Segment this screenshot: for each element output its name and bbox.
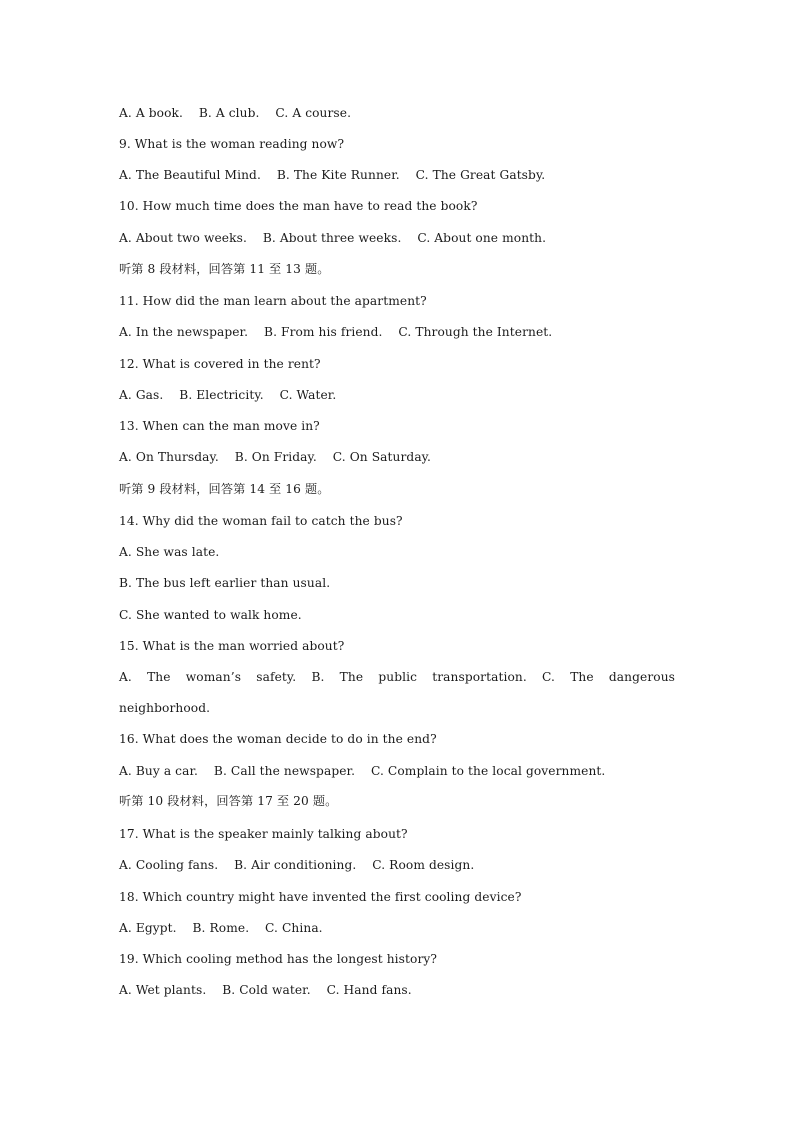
- q9-question: 9. What is the woman reading now?: [119, 137, 345, 151]
- q19-question: 19. Which cooling method has the longest history?: [119, 952, 438, 966]
- q13-question: 13. When can the man move in?: [119, 419, 320, 433]
- q8-options: A. A book. B. A club. C. A course.: [119, 106, 352, 120]
- q16-options: A. Buy a car. B. Call the newspaper. C. Complain to the local government.: [119, 764, 606, 778]
- section-heading-8: 听第 8 段材料，回答第 11 至 13 题。: [119, 262, 330, 276]
- q18-question: 18. Which country might have invented the first cooling device?: [119, 890, 522, 904]
- q10-question: 10. How much time does the man have to read the book?: [119, 199, 478, 213]
- section-heading-10: 听第 10 段材料，回答第 17 至 20 题。: [119, 794, 338, 808]
- q13-options: A. On Thursday. B. On Friday. C. On Saturday.: [119, 450, 432, 464]
- q15-question: 15. What is the man worried about?: [119, 639, 345, 653]
- q11-options: A. In the newspaper. B. From his friend. C. Through the Internet.: [119, 325, 553, 339]
- q19-options: A. Wet plants. B. Cold water. C. Hand fans.: [119, 983, 412, 997]
- q9-options: A. The Beautiful Mind. B. The Kite Runner. C. The Great Gatsby.: [119, 168, 546, 182]
- q18-options: A. Egypt. B. Rome. C. China.: [119, 921, 323, 935]
- q14-option-a: A. She was late.: [119, 545, 220, 559]
- q11-question: 11. How did the man learn about the apartment?: [119, 294, 427, 308]
- q15-options-continued: neighborhood.: [119, 701, 211, 715]
- section-heading-9: 听第 9 段材料，回答第 14 至 16 题。: [119, 482, 330, 496]
- q12-question: 12. What is covered in the rent?: [119, 357, 321, 371]
- q10-options: A. About two weeks. B. About three weeks. C. About one month.: [119, 231, 547, 245]
- q16-question: 16. What does the woman decide to do in the end?: [119, 732, 437, 746]
- q17-question: 17. What is the speaker mainly talking about?: [119, 827, 408, 841]
- q14-question: 14. Why did the woman fail to catch the bus?: [119, 514, 403, 528]
- q14-option-b: B. The bus left earlier than usual.: [119, 576, 331, 590]
- q17-options: A. Cooling fans. B. Air conditioning. C. Room design.: [119, 858, 475, 872]
- q12-options: A. Gas. B. Electricity. C. Water.: [119, 388, 337, 402]
- q14-option-c: C. She wanted to walk home.: [119, 608, 302, 622]
- q15-options: A. The woman’s safety. B. The public transportation. C. The dangerous: [119, 670, 675, 684]
